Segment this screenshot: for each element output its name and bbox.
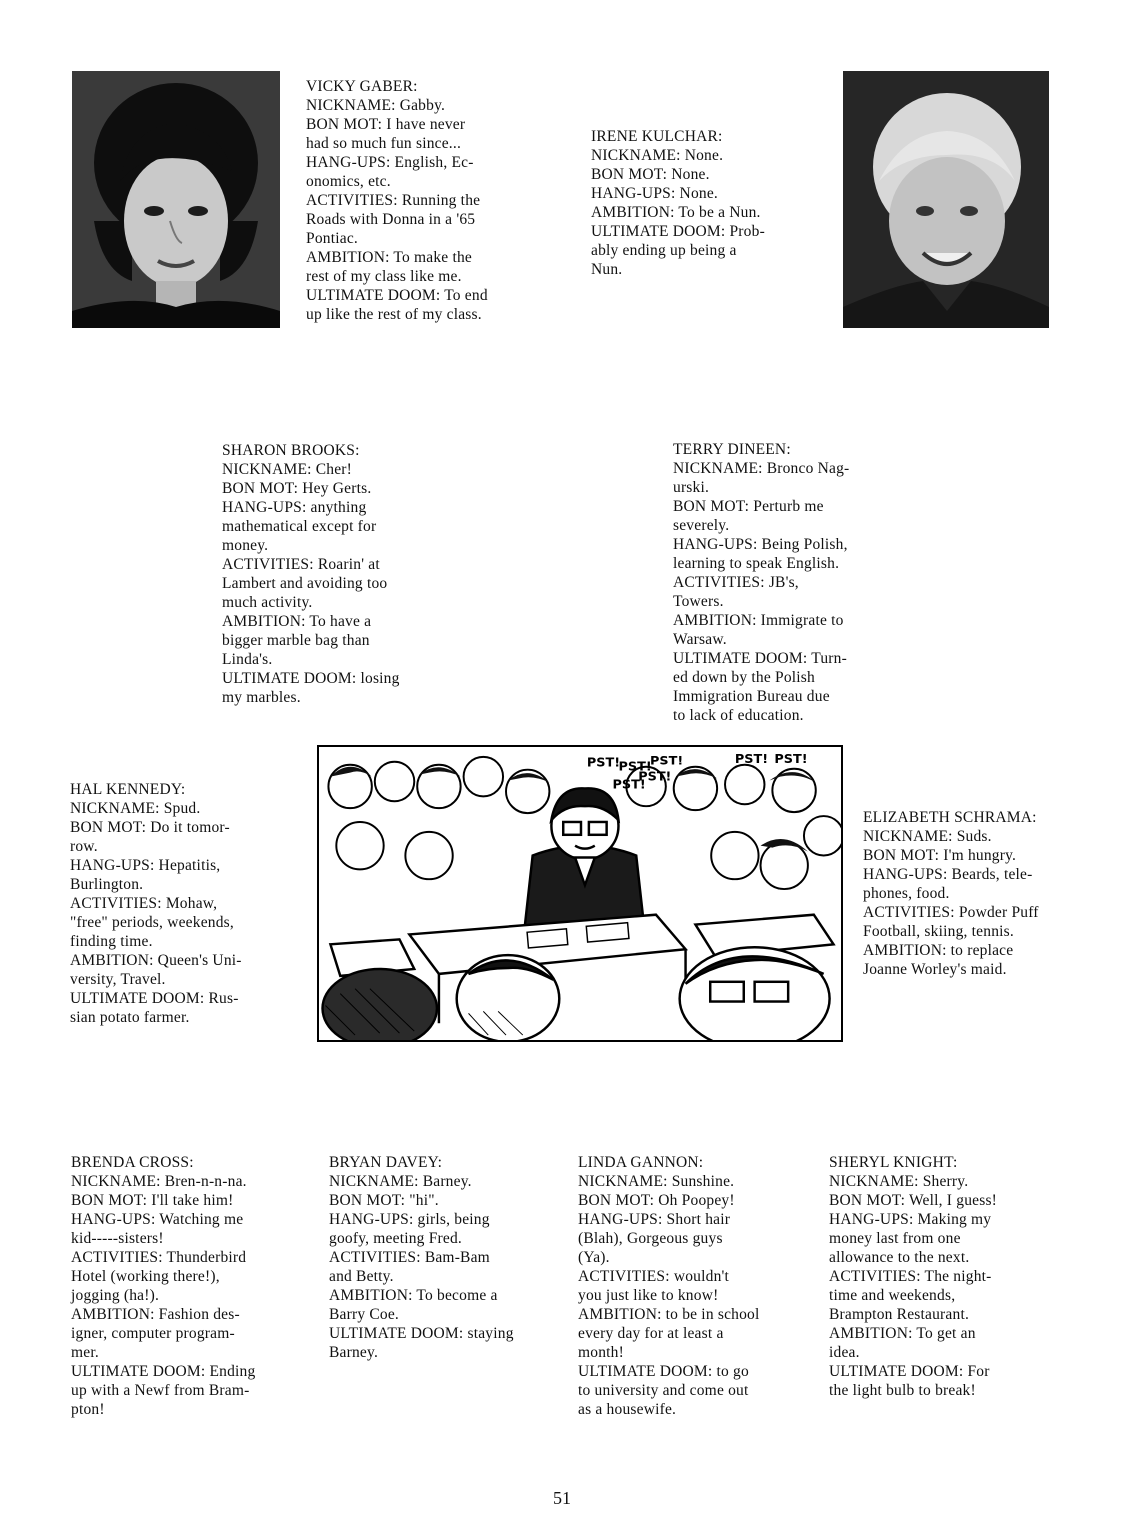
pst-text: PST! [650, 753, 684, 769]
cartoon-drawing [319, 747, 841, 1040]
bio-linda-gannon: LINDA GANNON: NICKNAME: Sunshine. BON MOT: Oh Poopey! HANG-UPS: Short hair (Blah), Gorgeous guys (Ya). ACTIVITIES: wouldn't you just like to know! AMBITION: to be in school every day for at least a month! ULTIMATE DOOM: to go to university and come out as a housewife. [578, 1154, 760, 1418]
bio-vicky-gaber: VICKY GABER: NICKNAME: Gabby. BON MOT: I have never had so much fun since... HANG-UPS: English, Ec- onomics, etc. ACTIVITIES: Running the Roads with Donna in a '65 Pontiac. AMBITION: To make the rest of my class like me. ULTIMATE DOOM: To end up like the rest of my class. [306, 78, 488, 323]
pst-text: PST! [774, 751, 808, 767]
vicky-gaber-photo [72, 71, 280, 328]
bio-sheryl-knight: SHERYL KNIGHT: NICKNAME: Sherry. BON MOT: Well, I guess! HANG-UPS: Making my money last from one allowance to the next. ACTIVITIES: The night- time and weekends, Brampton Restaurant. AMBITION: To get an idea. ULTIMATE DOOM: For the light bulb to break! [829, 1154, 998, 1399]
pst-text: PST! [612, 777, 646, 793]
pst-text: PST! [618, 759, 652, 775]
bio-hal-kennedy: HAL KENNEDY: NICKNAME: Spud. BON MOT: Do it tomor- row. HANG-UPS: Hepatitis, Burlington. ACTIVITIES: Mohaw, "free" periods, weekends, finding time. AMBITION: Queen's Uni- versity, Travel. ULTIMATE DOOM: Rus- sian potato farmer. [70, 781, 242, 1026]
bio-terry-dineen: TERRY DINEEN: NICKNAME: Bronco Nag- urski. BON MOT: Perturb me severely. HANG-UPS: Being Polish, learning to speak English. ACTIVITIES: JB's, Towers. AMBITION: Immigrate to Warsaw. ULTIMATE DOOM: Turn- ed down by the Polish Immigration Bureau due to lack of education. [673, 441, 850, 724]
pst-text: PST! [638, 769, 672, 785]
classroom-cartoon [317, 745, 843, 1042]
irene-kulchar-photo [843, 71, 1049, 328]
page-number: 51 [553, 1488, 571, 1508]
pst-text: PST! [734, 751, 769, 767]
pst-text: PST! [586, 755, 621, 771]
portrait-graphic [843, 71, 1049, 328]
bio-elizabeth-schrama: ELIZABETH SCHRAMA: NICKNAME: Suds. BON MOT: I'm hungry. HANG-UPS: Beards, tele- phones, food. ACTIVITIES: Powder Puff Football, skiing, tennis. AMBITION: to replace Joanne Worley's maid. [863, 809, 1039, 978]
bio-irene-kulchar: IRENE KULCHAR: NICKNAME: None. BON MOT: None. HANG-UPS: None. AMBITION: To be a Nun. ULTIMATE DOOM: Prob- ably ending up being a Nun. [591, 128, 765, 278]
bio-bryan-davey: BRYAN DAVEY: NICKNAME: Barney. BON MOT: "hi". HANG-UPS: girls, being goofy, meeting Fred. ACTIVITIES: Bam-Bam and Betty. AMBITION: To become a Barry Coe. ULTIMATE DOOM: staying Barney. [329, 1154, 514, 1361]
portrait-graphic [72, 71, 280, 328]
bio-brenda-cross: BRENDA CROSS: NICKNAME: Bren-n-n-na. BON MOT: I'll take him! HANG-UPS: Watching me kid-----sisters! ACTIVITIES: Thunderbird Hotel (working there!), jogging (ha!). AMBITION: Fashion des- igner, computer program- mer. ULTIMATE DOOM: Ending up with a Newf from Bram- pton! [71, 1154, 256, 1418]
bio-sharon-brooks: SHARON BROOKS: NICKNAME: Cher! BON MOT: Hey Gerts. HANG-UPS: anything mathematical except for money. ACTIVITIES: Roarin' at Lambert and avoiding too much activity. AMBITION: To have a bigger marble bag than Linda's. ULTIMATE DOOM: losing my marbles. [222, 442, 400, 706]
